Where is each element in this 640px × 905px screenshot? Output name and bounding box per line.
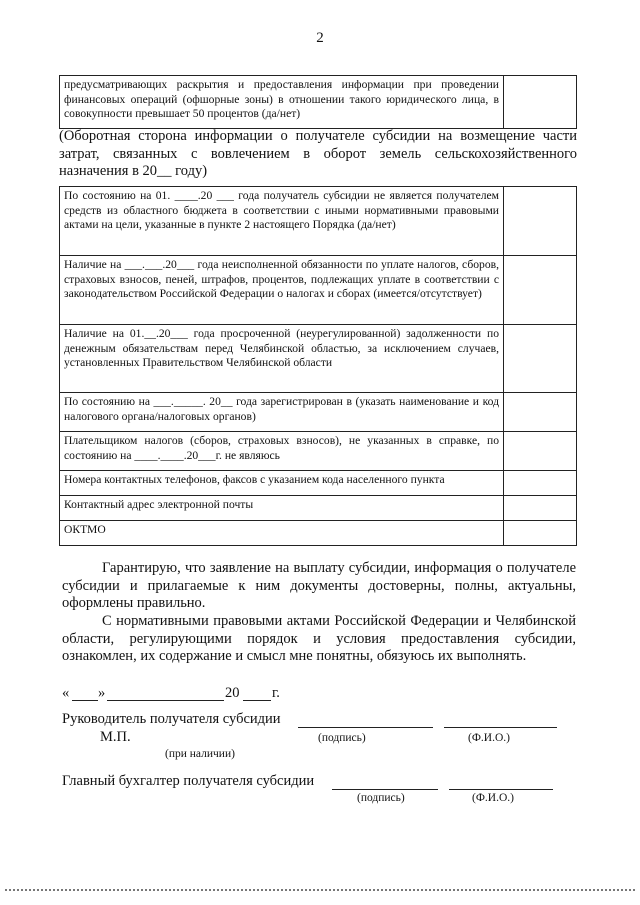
head-signature-field[interactable]	[298, 727, 433, 728]
accountant-fio-field[interactable]	[449, 789, 553, 790]
guarantee-paragraph: Гарантирую, что заявление на выплату субсидии, информация о получателе субсидии и прилагаемые к ним документы достоверны, полны, актуальны, оформлены правильно.	[62, 560, 576, 612]
table-row	[60, 76, 577, 129]
table-cell-text: предусматривающих раскрытия и предоставления информации при проведении финансовых операций (офшорные зоны) в отношении такого юридического лица, в совокупности превышает 50 процентов (да/нет)	[60, 76, 504, 129]
accountant-signature-field[interactable]	[332, 789, 438, 790]
date-month-field[interactable]	[107, 700, 224, 701]
table-cell-text: Контактный адрес электронной почты	[60, 496, 504, 521]
date-open-quote: «	[62, 685, 70, 701]
table-row	[60, 187, 577, 256]
table-cell-answer[interactable]	[504, 325, 577, 393]
date-suffix: г.	[272, 685, 280, 701]
head-signature-label: Руководитель получателя субсидии	[62, 711, 281, 727]
table-row	[60, 325, 577, 393]
table-row	[60, 496, 577, 521]
table-cell-text: Номера контактных телефонов, факсов с указанием кода населенного пункта	[60, 471, 504, 496]
page-bottom-divider	[5, 889, 635, 891]
head-signature-caption: (подпись)	[318, 732, 366, 744]
info-table-continued	[59, 75, 577, 129]
recipient-info-table	[59, 186, 577, 546]
head-fio-field[interactable]	[444, 727, 557, 728]
acknowledgement-paragraph: С нормативными правовыми актами Российской Федерации и Челябинской области, регулирующими порядок и условия предоставления субсидии, ознакомлен, их содержание и смысл мне понятны, обязуюсь их выполнять.	[62, 613, 576, 665]
table-cell-answer[interactable]	[504, 521, 577, 546]
date-year-field[interactable]	[243, 700, 271, 701]
table-cell-text: По состоянию на 01. ____.20 ___ года получатель субсидии не является получателем средств из областного бюджета в соответствии с иными нормативными правовыми актами на цели, указанные в пункте 2 настоящего Порядка (да/нет)	[60, 187, 504, 256]
reverse-side-note: (Оборотная сторона информации о получателе субсидии на возмещение части затрат, связанных с вовлечением в оборот земель сельскохозяйственного назначения в 20__ году)	[59, 128, 577, 179]
table-row	[60, 393, 577, 432]
table-cell-answer[interactable]	[504, 432, 577, 471]
table-cell-answer[interactable]	[504, 471, 577, 496]
table-cell-answer[interactable]	[504, 496, 577, 521]
table-cell-text: ОКТМО	[60, 521, 504, 546]
table-cell-text: Плательщиком налогов (сборов, страховых взносов), не указанных в справке, по состоянию на ____.____.20___г. не являюсь	[60, 432, 504, 471]
date-close-quote: »	[98, 685, 106, 701]
stamp-label: М.П.	[100, 729, 131, 745]
table-row	[60, 471, 577, 496]
stamp-note: (при наличии)	[165, 748, 235, 760]
head-fio-caption: (Ф.И.О.)	[468, 732, 510, 744]
table-cell-text: Наличие на 01.__.20___ года просроченной (неурегулированной) задолженности по денежным обязательствам перед Челябинской областью, за исключением случаев, установленных Правительством Челябинской области	[60, 325, 504, 393]
accountant-fio-caption: (Ф.И.О.)	[472, 792, 514, 804]
table-row	[60, 256, 577, 325]
table-cell-text: Наличие на ___.___.20___ года неисполненной обязанности по уплате налогов, сборов, страховых взносов, пеней, штрафов, процентов, подлежащих уплате в соответствии с законодательством Российской Федерации о налогах и сборах (имеется/отсутствует)	[60, 256, 504, 325]
table-row	[60, 432, 577, 471]
page-number: 2	[316, 30, 324, 46]
table-cell-answer[interactable]	[504, 76, 577, 129]
table-cell-answer[interactable]	[504, 256, 577, 325]
table-row	[60, 521, 577, 546]
date-year-prefix: 20	[225, 685, 240, 701]
table-cell-answer[interactable]	[504, 187, 577, 256]
table-cell-text: По состоянию на ___._____. 20__ года зарегистрирован в (указать наименование и код налогового органа/налоговых органов)	[60, 393, 504, 432]
table-cell-answer[interactable]	[504, 393, 577, 432]
date-day-field[interactable]	[72, 700, 98, 701]
accountant-signature-label: Главный бухгалтер получателя субсидии	[62, 773, 315, 789]
accountant-signature-caption: (подпись)	[357, 792, 405, 804]
